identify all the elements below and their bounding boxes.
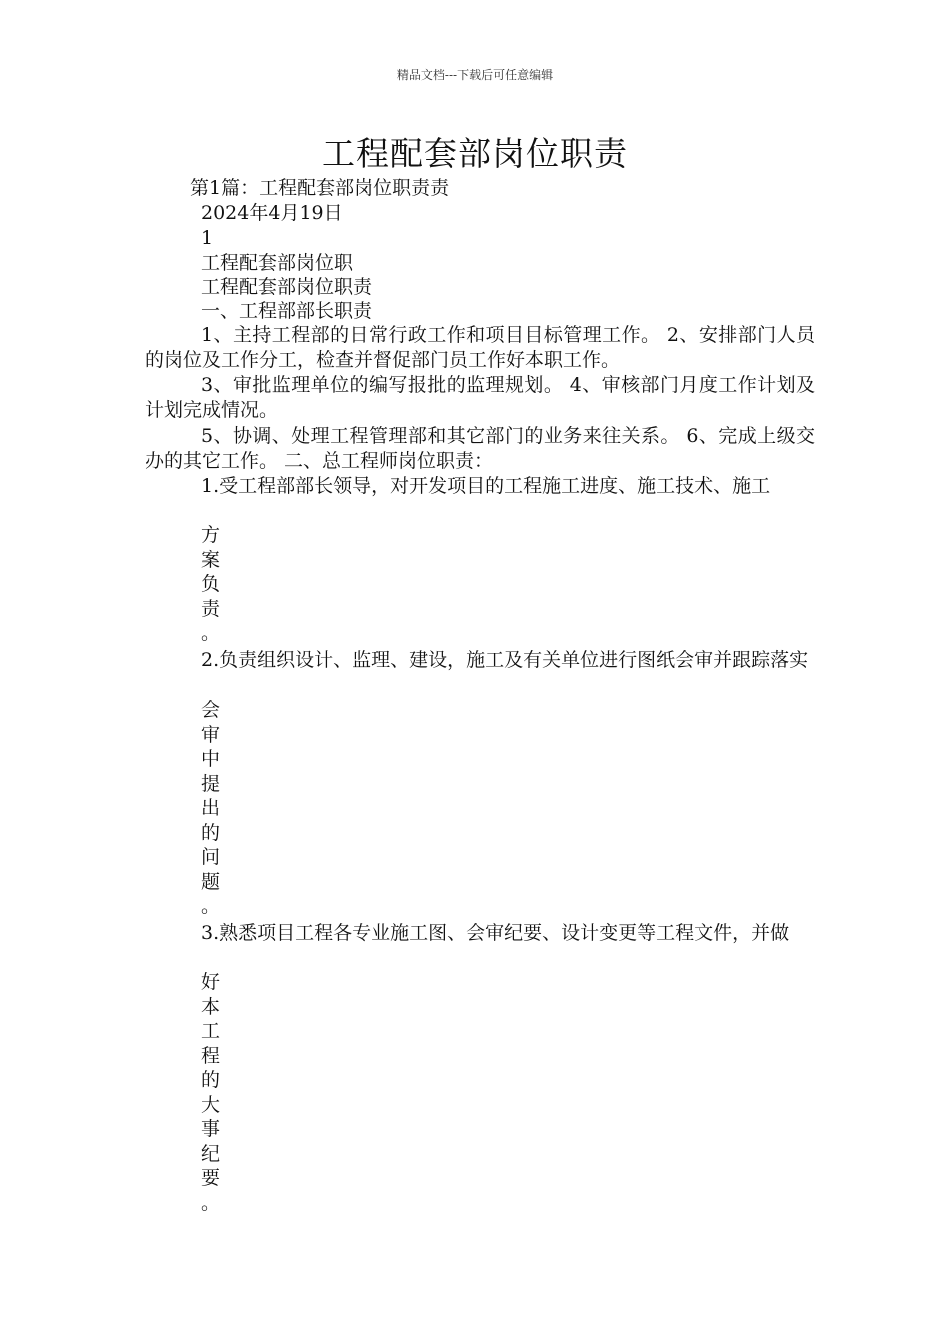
char: 会 <box>201 699 221 721</box>
vertical-text-3 <box>201 970 220 1215</box>
char: 题 <box>201 870 221 893</box>
document-title: 工程配套部岗位职责 <box>322 134 628 173</box>
char: 要 <box>201 1167 221 1189</box>
char: 。 <box>201 895 221 917</box>
paragraph-1: 1、主持工程部的日常行政工作和项目目标管理工作。 2、安排部门人员的岗位及工作分工，检查并督促部门员工作好本职工作。 <box>145 324 815 371</box>
page-number: 1 <box>201 227 214 249</box>
char: 好 <box>201 971 221 993</box>
char: 大 <box>201 1093 221 1116</box>
char: 出 <box>201 797 221 819</box>
vertical-text-2 <box>201 698 220 919</box>
paragraph-6: 3.熟悉项目工程各专业施工图、会审纪要、设计变更等工程文件，并做 <box>201 922 790 944</box>
char: 负 <box>201 573 221 595</box>
char: 工 <box>201 1020 221 1042</box>
paragraph-3: 5、协调、处理工程管理部和其它部门的业务来往关系。 6、完成上级交办的其它工作。 二、总工程师岗位职责： <box>145 425 815 472</box>
char: 。 <box>201 622 221 644</box>
char: 审 <box>201 723 221 746</box>
page-header: 精品文档---下载后可任意编辑 <box>396 68 554 82</box>
char: 方 <box>201 524 221 546</box>
char: 案 <box>201 548 221 571</box>
char: 本 <box>201 995 221 1018</box>
heading-2: 工程配套部岗位职责 <box>201 276 373 298</box>
section-heading: 一、工程部部长职责 <box>201 300 373 322</box>
char: 。 <box>201 1191 221 1214</box>
char: 责 <box>201 597 221 620</box>
char: 问 <box>201 846 221 868</box>
char: 纪 <box>201 1142 221 1165</box>
char: 的 <box>201 821 221 844</box>
heading-1: 工程配套部岗位职 <box>201 252 354 274</box>
subtitle: 第1篇：工程配套部岗位职责责 <box>190 177 450 199</box>
char: 中 <box>201 748 221 770</box>
vertical-text-1 <box>201 523 220 646</box>
char: 的 <box>201 1069 221 1091</box>
char: 事 <box>201 1118 221 1140</box>
char: 提 <box>201 772 221 795</box>
paragraph-5: 2.负责组织设计、监理、建设，施工及有关单位进行图纸会审并跟踪落实 <box>201 649 809 671</box>
paragraph-4: 1.受工程部部长领导，对开发项目的工程施工进度、施工技术、施工 <box>201 475 771 497</box>
date: 2024年4月19日 <box>201 202 343 224</box>
char: 程 <box>201 1044 221 1067</box>
paragraph-2: 3、审批监理单位的编写报批的监理规划。 4、审核部门月度工作计划及计划完成情况。 <box>145 374 815 421</box>
